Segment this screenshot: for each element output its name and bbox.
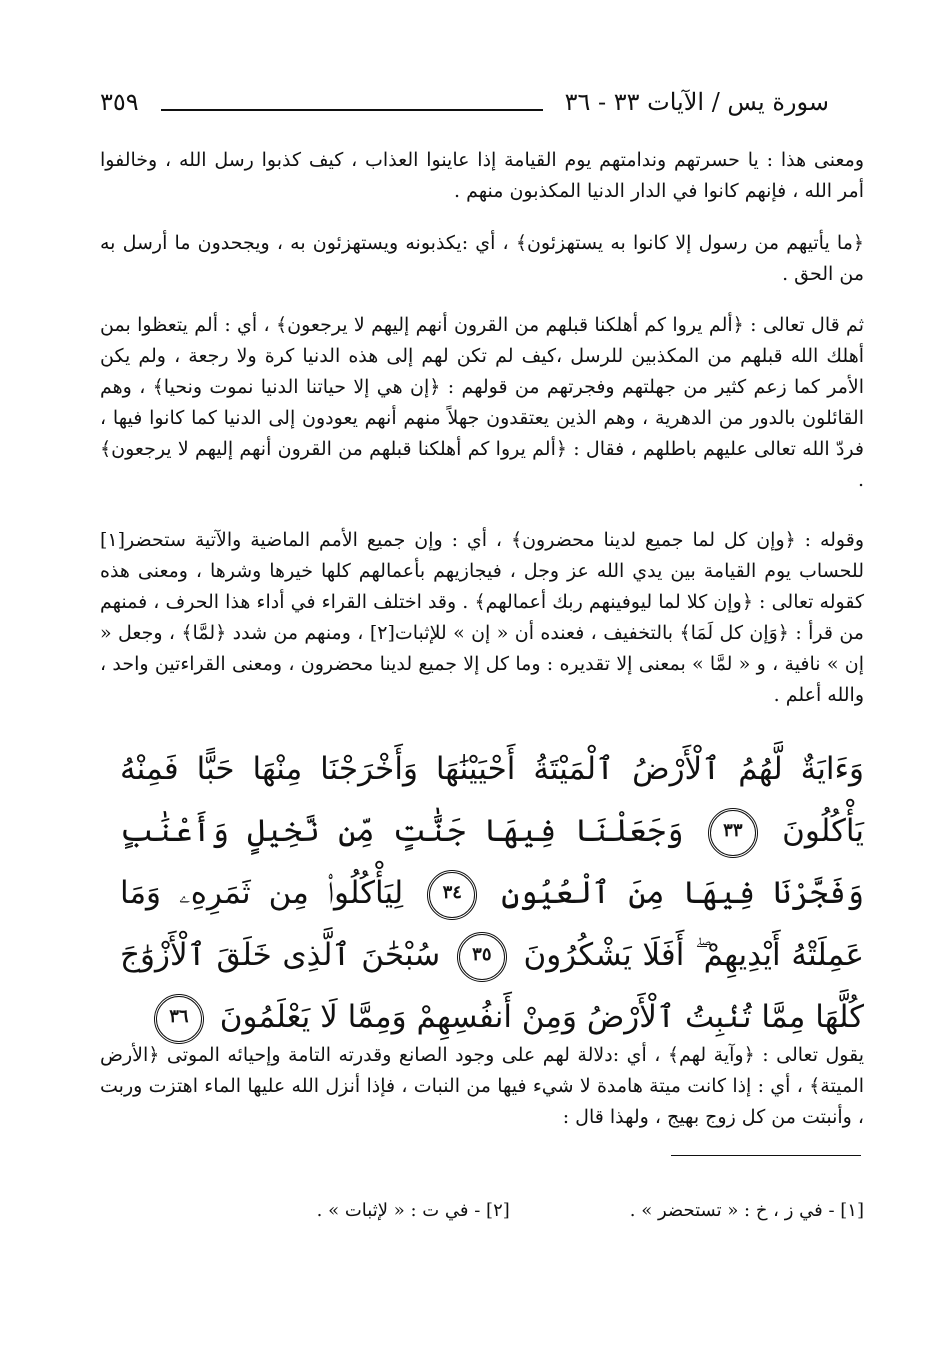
ayah-33: وَءَايَةٌ لَّهُمُ ٱلْأَرْضُ ٱلْمَيْتَةُ أَحْيَيْنَٰهَا وَأَخْرَجْنَا مِنْهَا حَبًّا فَمِنْهُ يَأْكُلُونَ bbox=[120, 751, 864, 849]
quran-verses bbox=[120, 738, 864, 1048]
footnote-1: [١] - في ز ، خ : « تستحضر » . bbox=[629, 1200, 864, 1221]
surah-header: سورة يس / الآيات ٣٣ - ٣٦ bbox=[564, 88, 829, 116]
paragraph-3: ثم قال تعالى : ﴿ألم يروا كم أهلكنا قبلهم من القرون أنهم إليهم لا يرجعون﴾ ، أي : ألم يتعظوا بمن أهلك الله قبلهم من المكذبين للرسل ،كيف لم تكن لهم إلى هذه الدنيا كرة ولا رجعة ، ولم يكن الأمر كما زعم كثير من جهلتهم وفجرتهم من قولهم : ﴿إن هي إلا حياتنا الدنيا نموت ونحيا﴾ ، وهم القائلون بالدور من الدهرية ، وهم الذين يعتقدون جهلاً منهم أنهم يعودون إلى الدنيا كما كانوا فيها ، فردّ الله تعالى عليهم باطلهم ، فقال : ﴿ألم يروا كم أهلكنا قبلهم من القرون أنهم إليهم لا يرجعون﴾ . bbox=[100, 314, 864, 491]
footnote-rule bbox=[671, 1155, 861, 1156]
paragraph-1: ومعنى هذا : يا حسرتهم وندامتهم يوم القيامة إذا عاينوا العذاب ، كيف كذبوا رسل الله ، وخالفوا أمر الله ، فإنهم كانوا في الدار الدنيا المكذبون منهم . bbox=[100, 149, 864, 202]
ayah-number-33: ٣٣ bbox=[708, 808, 758, 858]
ayah-36: سُبْحَٰنَ ٱلَّذِى خَلَقَ ٱلْأَزْوَٰجَ كُلَّهَا مِمَّا تُنۢبِتُ ٱلْأَرْضُ وَمِنْ أَنفُسِهِمْ وَمِمَّا لَا يَعْلَمُونَ bbox=[120, 937, 864, 1035]
paragraph-4: وقوله : ﴿وإن كل لما جميع لدينا محضرون﴾ ، أي : وإن جميع الأمم الماضية والآتية ستحضر[١] للحساب يوم القيامة بين يدي الله عز وجل ، فيجازيهم بأعمالهم كلها خيرها وشرها ، ومعنى هذه كقوله تعالى : ﴿وإن كلا لما ليوفينهم ربك أعمالهم﴾ . وقد اختلف القراء في أداء هذا الحرف ، فمنهم من قرأ : ﴿وَإن كل لَمَا﴾ بالتخفيف ، فعنده أن « إن » للإثبات[٢] ، ومنهم من شدد ﴿لمَّا﴾ ، وجعل « إن » نافية ، و « لمَّا » بمعنى إلا تقديره : وما كل إلا جميع لدينا محضرون ، ومعنى القراءتين واحد ، والله أعلم . bbox=[100, 529, 864, 706]
footnote-2: [٢] - في ت : « لإثبات » . bbox=[316, 1200, 510, 1221]
ayah-number-35: ٣٥ bbox=[457, 932, 507, 982]
page-number: ٣٥٩ bbox=[100, 88, 139, 116]
page-header bbox=[100, 82, 829, 122]
ayah-35: لِيَأْكُلُوا۟ مِن ثَمَرِهِۦ وَمَا عَمِلَتْهُ أَيْدِيهِمْ ۖ أَفَلَا يَشْكُرُونَ bbox=[120, 875, 864, 973]
footnotes bbox=[200, 1200, 864, 1221]
ayah-number-36: ٣٦ bbox=[154, 994, 204, 1044]
header-rule bbox=[161, 93, 543, 111]
ayah-34: وَجَعَلْنَا فِيهَا جَنَّٰتٍ مِّن نَّخِيلٍ وَأَعْنَٰبٍ وَفَجَّرْنَا فِيهَا مِنَ ٱلْعُيُونِ bbox=[120, 813, 865, 911]
paragraph-2: ﴿ما يأتيهم من رسول إلا كانوا به يستهزئون﴾ ، أي :يكذبونه ويستهزئون به ، ويجحدون ما أرسل به من الحق . bbox=[100, 232, 864, 285]
ayah-number-34: ٣٤ bbox=[427, 870, 477, 920]
paragraph-5: يقول تعالى : ﴿وآية لهم﴾ ، أي :دلالة لهم على وجود الصانع وقدرته التامة وإحيائه الموتى ﴿الأرض الميتة﴾ ، أي : إذا كانت ميتة هامدة لا شيء فيها من النبات ، فإذا أنزل الله عليها الماء اهتزت وربت ، وأنبتت من كل زوج بهيج ، ولهذا قال : bbox=[100, 1044, 864, 1128]
